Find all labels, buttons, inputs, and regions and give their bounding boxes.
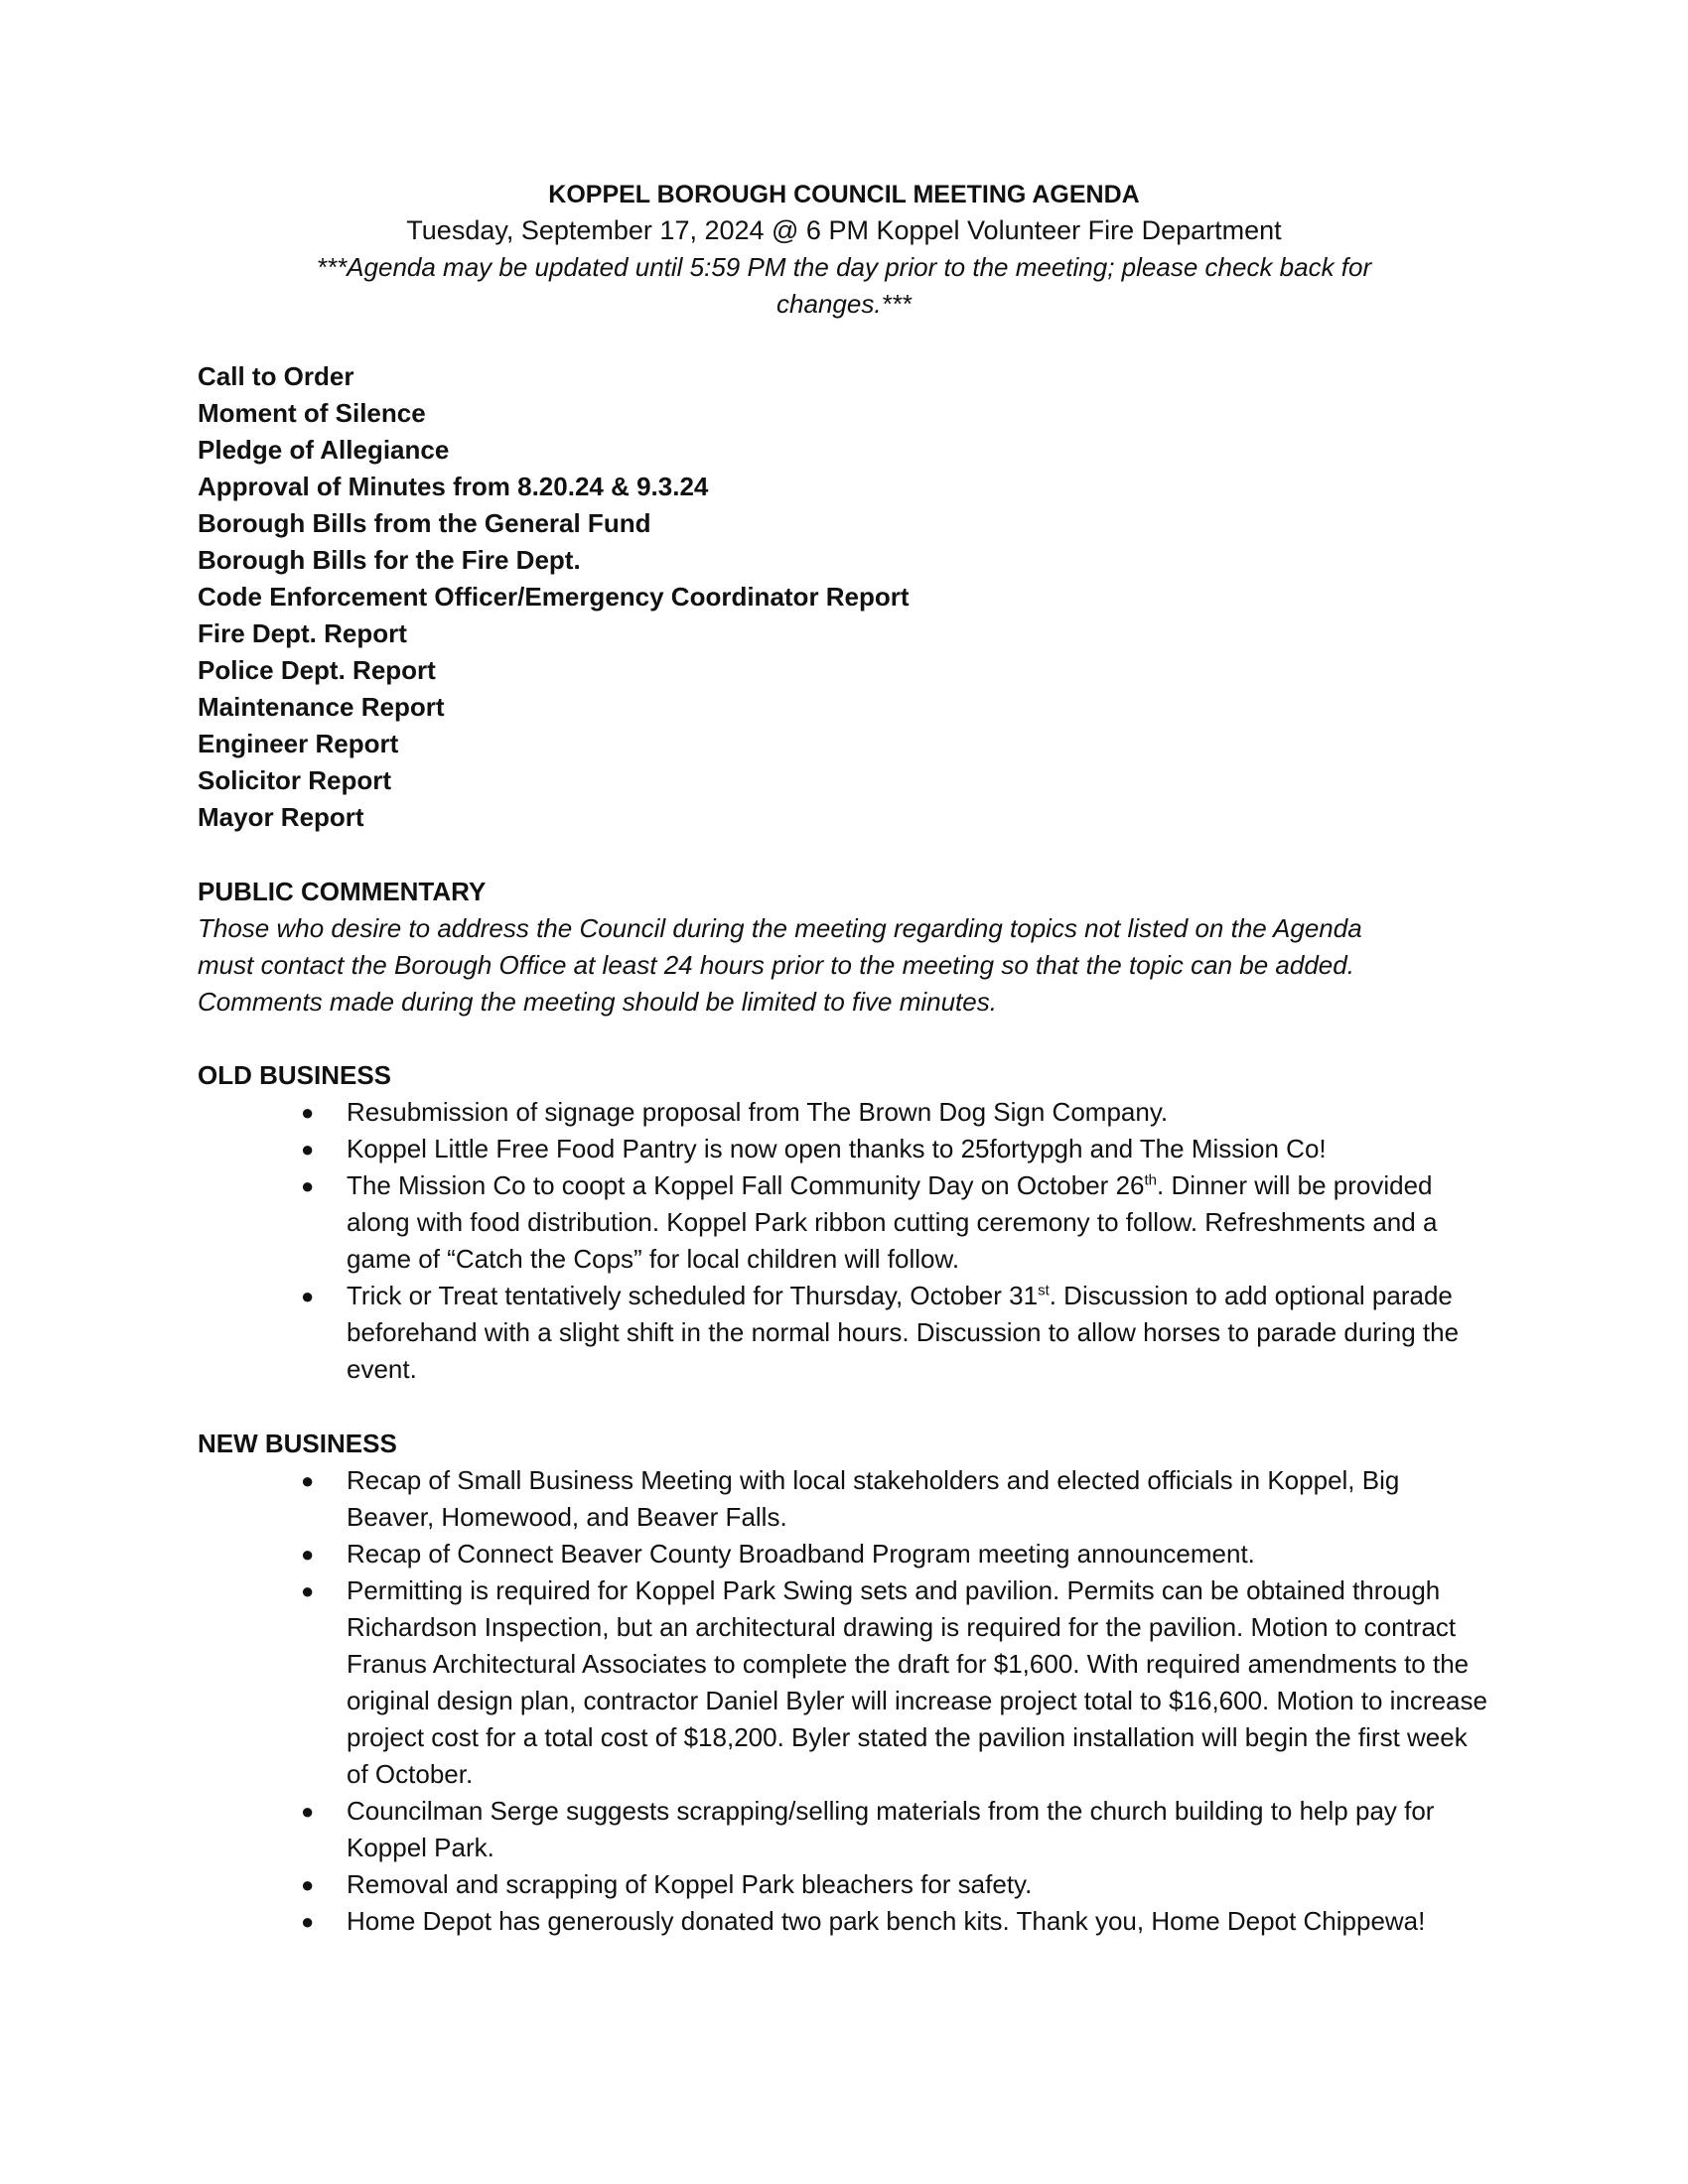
list-item: ● Recap of Small Business Meeting with local stakeholders and elected officials in Koppel, Big Beaver, Homewood, and Beaver Falls.: [198, 1462, 1488, 1536]
list-item: ● Councilman Serge suggests scrapping/selling materials from the church building to help pay for Koppel Park.: [198, 1793, 1488, 1866]
new-business-title: NEW BUSINESS: [198, 1429, 397, 1458]
agenda-item-call-to-order: Call to Order: [198, 361, 354, 391]
agenda-item-engineer-report: Engineer Report: [198, 729, 399, 758]
agenda-item-maintenance-report: Maintenance Report: [198, 692, 445, 722]
bullet-icon: ●: [301, 1909, 315, 1934]
list-item: ● The Mission Co to coopt a Koppel Fall Community Day on October 26th. Dinner will be provided along with food distribution. Koppel Park ribbon cutting ceremony to follow. Refreshments and a game of “Catch the Cops” for local children will follow.: [198, 1167, 1488, 1278]
agenda-item-code-enforcement-report: Code Enforcement Officer/Emergency Coordinator Report: [198, 582, 910, 612]
list-item: ● Removal and scrapping of Koppel Park bleachers for safety.: [198, 1866, 1488, 1903]
bullet-icon: ●: [301, 1100, 315, 1125]
agenda-item-fire-dept-report: Fire Dept. Report: [198, 618, 407, 648]
agenda-item-police-dept-report: Police Dept. Report: [198, 655, 436, 685]
agenda-item-moment-of-silence: Moment of Silence: [198, 398, 426, 428]
list-item: ● Trick or Treat tentatively scheduled for Thursday, October 31st. Discussion to add optional parade beforehand with a slight shift in the normal hours. Discussion to allow horses to parade during the event.: [198, 1278, 1488, 1388]
public-commentary-line-1: Those who desire to address the Council during the meeting regarding topics not listed on the Agenda: [198, 913, 1362, 943]
new-business-section: [198, 1426, 1488, 1940]
bullet-icon: ●: [301, 1872, 315, 1897]
bullet-icon: ●: [301, 1578, 315, 1603]
bullet-icon: ●: [301, 1799, 315, 1824]
bullet-icon: ●: [301, 1284, 315, 1308]
agenda-item-pledge: Pledge of Allegiance: [198, 435, 450, 465]
agenda-items-list: [198, 358, 1488, 836]
document-header: [199, 177, 1489, 323]
agenda-item-solicitor-report: Solicitor Report: [198, 765, 392, 795]
bullet-icon: ●: [301, 1137, 315, 1161]
bullet-icon: ●: [301, 1468, 315, 1493]
list-item: ● Resubmission of signage proposal from The Brown Dog Sign Company.: [198, 1094, 1488, 1131]
agenda-item-mayor-report: Mayor Report: [198, 802, 364, 832]
list-item: ● Recap of Connect Beaver County Broadband Program meeting announcement.: [198, 1536, 1488, 1572]
agenda-update-note-line-2: changes.***: [776, 289, 912, 319]
document-title: KOPPEL BOROUGH COUNCIL MEETING AGENDA: [548, 181, 1140, 208]
list-item: ● Koppel Little Free Food Pantry is now open thanks to 25fortypgh and The Mission Co!: [198, 1131, 1488, 1167]
public-commentary-line-2: must contact the Borough Office at least 24 hours prior to the meeting so that the topic can be added.: [198, 950, 1354, 980]
agenda-item-approval-of-minutes: Approval of Minutes from 8.20.24 & 9.3.24: [198, 472, 709, 501]
old-business-list: [198, 1094, 1488, 1388]
meeting-datetime-location: Tuesday, September 17, 2024 @ 6 PM Koppel Volunteer Fire Department: [406, 215, 1282, 245]
agenda-update-note-line-1: ***Agenda may be updated until 5:59 PM the day prior to the meeting; please check back for: [316, 252, 1372, 282]
list-item: ● Home Depot has generously donated two park bench kits. Thank you, Home Depot Chippewa!: [198, 1903, 1488, 1940]
public-commentary-line-3: Comments made during the meeting should be limited to five minutes.: [198, 987, 997, 1017]
bullet-icon: ●: [301, 1173, 315, 1198]
public-commentary-title: PUBLIC COMMENTARY: [198, 877, 487, 906]
old-business-title: OLD BUSINESS: [198, 1060, 392, 1090]
agenda-item-general-fund-bills: Borough Bills from the General Fund: [198, 508, 651, 538]
old-business-section: [198, 1057, 1488, 1388]
new-business-list: [198, 1462, 1488, 1940]
bullet-icon: ●: [301, 1542, 315, 1567]
agenda-item-fire-dept-bills: Borough Bills for the Fire Dept.: [198, 545, 581, 575]
list-item: ● Permitting is required for Koppel Park Swing sets and pavilion. Permits can be obtained through Richardson Inspection, but an architectural drawing is required for the pavilion. Motion to contract Franus Architectural Associates to complete the draft for $1,600. With required amendments to the original design plan, contractor Daniel Byler will increase project total to $16,600. Motion to increase project cost for a total cost of $18,200. Byler stated the pavilion installation will begin the first week of October.: [198, 1572, 1488, 1793]
public-commentary-section: [198, 874, 1488, 1021]
